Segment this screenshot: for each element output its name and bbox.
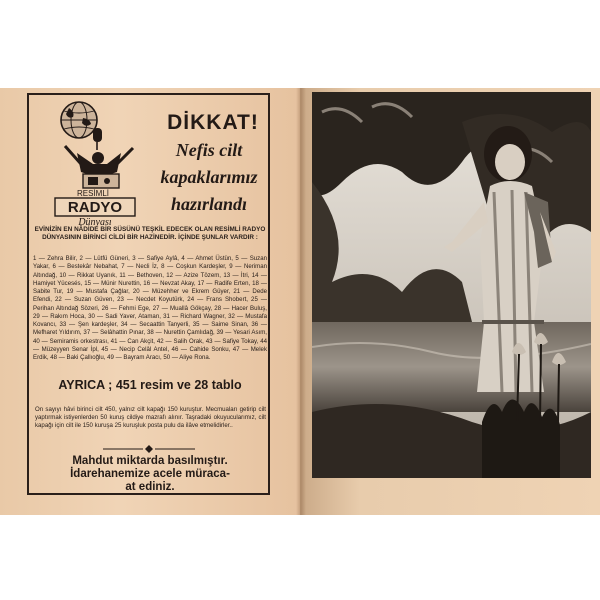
announcer-figure (65, 146, 133, 178)
contents-list: 1 — Zehra Bilir, 2 — Lütfü Güneri, 3 — Safiye Aylâ, 4 — Ahmet Üstün, 5 — Suzan Yakar, 6 — Bestekâr Nebahat, 7 — Necli İz, 8 — Coşkun Kardeşler, 9 — Neriman Altındağ, 10 — Rikkat Uyanık, 11 — Bethoven, 12 — Azize Tözem, 13 — İtri, 14 — Hamiyet Yücesés, 15 — Münir Nurettin, 16 — Nevzat Akay, 17 — Radife Erten, 18 — Sabite Tur, 19 — Mustafa Çağlar, 20 — Müzehher ve Ekrem Güyer, 21 — Dede Efendi, 22 — Suzan Güven, 23 — Necdet Koyutürk, 24 — Frans Shobert, 25 — Perihan Altındağ Sözeri, 26 — Fehmi Ege, 27 — Muallâ Gökçay, 28 — Hacer Buluş, 29 — Rakım Hoca, 30 — Sadi Yaver, Ataman, 31 — Richard Wagner, 32 — Mustafa Kovancı, 33 — Şen kardeşler, 34 — Secaattin Tanyerli, 35 — Saime Sinan, 36 — Mefharet Yıldırım, 37 — Selâhattin Pınar, 38 — Nurettin Çamlıdağ, 39 — Yesari Asım, 40 — Semiramis orkestrası, 41 — Can Akçit, 42 — Salih Orak, 43 — Safiye Tokay, 44 — Müzeyyen Senar İpl, 45 — Necip Celâl Antel, 46 — Cahide Sonku, 47 — Melek Erdik, 48 — Baki Çallıoğlu, 49 — Bayram Aracı, 50 — Aliye Rona. (33, 255, 267, 361)
headline-line: Nefis cilt (175, 140, 243, 160)
radio-set-icon (83, 174, 119, 188)
logo-line3: Dünyası (78, 217, 112, 228)
intro-text: EVİNİZİN EN NÂDİDE BİR SÜSÜNÜ TEŞKİL EDECEK OLAN RESİMLİ RADYO DÜNYASININ BİRİNCİ CİLDİ BİR HAZİNEDİR. İÇİNDE ŞUNLAR VARDIR : (34, 226, 266, 242)
photo-woman-by-lake (312, 92, 591, 478)
right-page (300, 88, 600, 515)
extra-content-heading: AYRICA ; 451 resim ve 28 tablo (58, 378, 242, 392)
page-gutter (296, 88, 306, 515)
globe-icon (61, 102, 97, 138)
closing-line: Mahdut miktarda basılmıştır. (72, 455, 228, 467)
headline (149, 137, 269, 218)
magazine-spread (0, 88, 600, 515)
logo-line1: RESİMLİ (76, 189, 110, 198)
logo-line2: RADYO (67, 199, 123, 216)
radio-globe-logo (35, 98, 147, 228)
headline-line: hazırlandı (170, 194, 248, 214)
divider-ornament (99, 444, 199, 454)
closing-line: İdarehanemize acele müraca- (70, 468, 230, 480)
photograph (312, 92, 591, 478)
headline-line: kapaklarımız (160, 167, 258, 187)
advertisement-box (27, 93, 270, 495)
price-note: On sayıyı hâvi birinci cilt 450, yalnız cilt kapağı 150 kuruştur. Mecmuaları getirip cilt yaptırmak istiyenlerden 50 kuruş cildiye mazrafı alınır. Taşradaki okuyucularımız, cilt kapağı için cilt ile 150 kuruşa 25 kuruşluk posta pulu da ilâve etmelidirler.. (35, 406, 266, 430)
closing-line: at ediniz. (125, 481, 175, 493)
page-title: DİKKAT! (167, 111, 259, 134)
closing-notice (33, 455, 267, 494)
left-page (0, 88, 300, 515)
microphone-icon (93, 128, 102, 150)
